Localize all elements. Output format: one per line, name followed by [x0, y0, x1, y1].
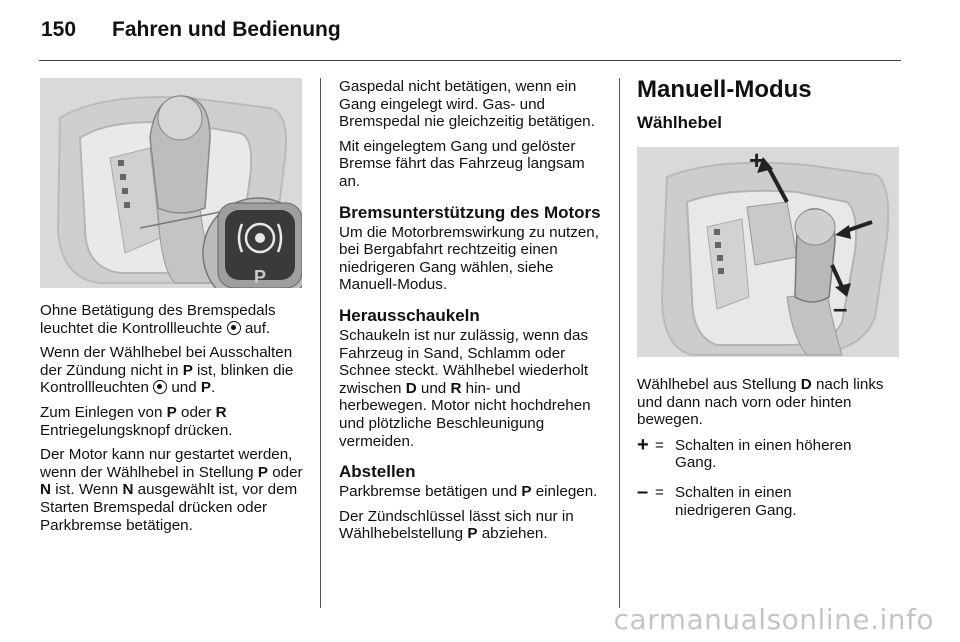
figure-minus-label: –: [833, 293, 848, 323]
paragraph-release-button: Zum Einlegen von P oder R Entriegelungsknopf drücken.: [40, 403, 233, 439]
legend-equals: =: [655, 436, 664, 454]
page-header: [41, 18, 341, 48]
manual-mode-illustration: [637, 147, 899, 357]
left-column: [40, 302, 304, 541]
paragraph-ignition-off: Wenn der Wählhebel bei Ausschalten der Zündung nicht in P ist, blinken die Kontrollleuchten und P.: [40, 344, 294, 397]
manual-mode-figure: [637, 147, 899, 357]
heading-manual-mode: Manuell-Modus: [637, 76, 812, 103]
page-title: Fahren und Bedienung: [112, 18, 341, 41]
middle-column: [339, 78, 605, 550]
header-rule: [39, 60, 901, 61]
paragraph-manual-shift: Wählhebel aus Stellung D nach links und dann nach vorn oder hinten bewegen.: [637, 376, 884, 429]
legend-text: Schalten in einen niedrigeren Gang.: [675, 483, 797, 519]
legend-text: Schalten in einen höheren Gang.: [675, 436, 852, 472]
column-divider-1: [320, 78, 321, 608]
legend-equals: =: [655, 483, 664, 501]
paragraph-parking: Parkbremse betätigen und P einlegen.: [339, 483, 598, 501]
figure-plus-label: +: [749, 147, 765, 175]
brake-indicator-icon: [227, 321, 241, 335]
paragraph-engine-start: Der Motor kann nur gestartet werden, wenn der Wählhebel in Stellung P oder N ist. Wenn N ausgewählt ist, vor dem Starten Bremspedal drücken oder Parkbremse betätigen.: [40, 446, 303, 534]
heading-selector-lever: Wählhebel: [637, 113, 723, 132]
legend-upshift: [637, 433, 901, 472]
watermark: carmanualsonline.info: [613, 603, 934, 636]
column-divider-2: [619, 78, 620, 608]
right-column-text: [637, 376, 901, 531]
heading-rocking: Herausschaukeln: [339, 305, 480, 325]
paragraph-rocking: Schaukeln ist nur zulässig, wenn das Fahrzeug in Sand, Schlamm oder Schnee steckt. Wählhebel wiederholt zwischen D und R hin- und herbewegen. Motor nicht hochdrehen und plötzliche Beschleunigung vermeiden.: [339, 326, 591, 450]
paragraph-indicator-lamp: Ohne Betätigung des Bremspedals leuchtet die Kontrollleuchte auf.: [40, 302, 276, 337]
heading-parking: Abstellen: [339, 462, 416, 482]
plus-icon: +: [637, 433, 649, 456]
gear-selector-figure: [40, 78, 302, 288]
paragraph-accelerator: Gaspedal nicht betätigen, wenn ein Gang eingelegt wird. Gas- und Bremspedal nie gleichzeitig betätigen.: [339, 78, 595, 131]
paragraph-ignition-key: Der Zündschlüssel lässt sich nur in Wählhebelstellung P abziehen.: [339, 507, 574, 543]
minus-icon: –: [637, 480, 649, 503]
brake-indicator-icon: [153, 380, 167, 394]
legend-downshift: [637, 480, 901, 519]
right-column: [637, 76, 901, 142]
page-number: 150: [41, 18, 77, 41]
heading-engine-braking: Bremsunterstützung des Motors: [339, 202, 601, 222]
paragraph-creep: Mit eingelegtem Gang und gelöster Bremse fährt das Fahrzeug langsam an.: [339, 137, 585, 190]
svg-text:P: P: [254, 267, 267, 287]
paragraph-engine-braking: Um die Motorbremswirkung zu nutzen, bei Bergabfahrt rechtzeitig einen niedrigeren Gang wählen, siehe Manuell-Modus.: [339, 223, 599, 294]
gear-selector-illustration: [40, 78, 302, 288]
